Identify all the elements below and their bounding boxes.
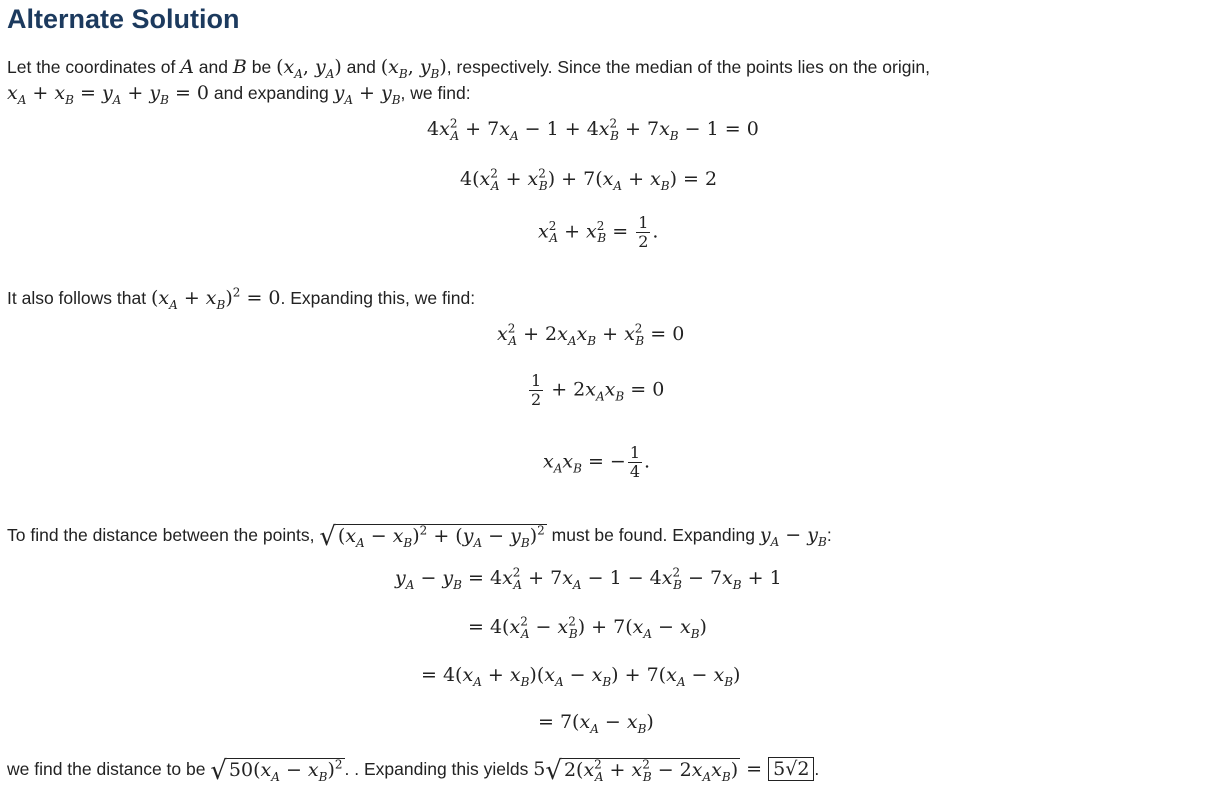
boxed-answer: 5√2 [768, 757, 814, 781]
equation-3: $x^2_A + x^2_B$ = $\frac{1}{2}$ . [538, 213, 659, 251]
equation-4: $x^2_A + 2x_Ax_B + x^2_B = 0$ [497, 321, 685, 348]
equation-6: $x_Ax_B$ = − $\frac{1}{4}$ . [543, 443, 651, 481]
section-title: Alternate Solution [7, 4, 240, 34]
equation-9: = $4(x_A + x_B)(x_A - x_B) + 7(x_A - x_B)$ [421, 664, 741, 689]
equation-2: $4(x^2_A + x^2_B) + 7(x_A + x_B) = 2$ [460, 166, 718, 193]
equation-8: = $4(x^2_A - x^2_B) + 7(x_A - x_B)$ [468, 614, 707, 641]
equation-1: $4x^2_A + 7x_A - 1 + 4x^2_B + 7x_B - 1 = 0$ [427, 116, 759, 143]
paragraph-intro-cont: $x_A + x_B = y_A + y_B = 0$ and expanding $y_A + y_B$, we find: [7, 82, 471, 107]
paragraph-result: we find the distance to be √ $50(x_A - x_B)^2$ . . Expanding this yields 5√ $2(x^2_A + x^2_B - 2x_Ax_B) = 5√2$ . [7, 756, 820, 787]
equation-7: $y_A - y_B = 4x^2_A + 7x_A - 1 - 4x^2_B - 7x_B + 1$ [395, 565, 782, 592]
paragraph-distance: To find the distance between the points, √ $(x_A - x_B)^2 + (y_A - y_B)^2$ must be found. Expanding $y_A - y_B$: [7, 522, 832, 553]
paragraph-intro: Let the coordinates of A and B be ($x_A$, $y_A$) and ($x_B$, $y_B$), respectively. Since the median of the points lies on the origin, [7, 56, 930, 81]
equation-10: = $7(x_A - x_B)$ [538, 711, 654, 736]
paragraph-square: It also follows that $(x_A + x_B)^2 = 0$. Expanding this, we find: [7, 285, 476, 312]
equation-5: $\frac{1}{2}$ + $2x_Ax_B = 0$ [531, 371, 665, 409]
